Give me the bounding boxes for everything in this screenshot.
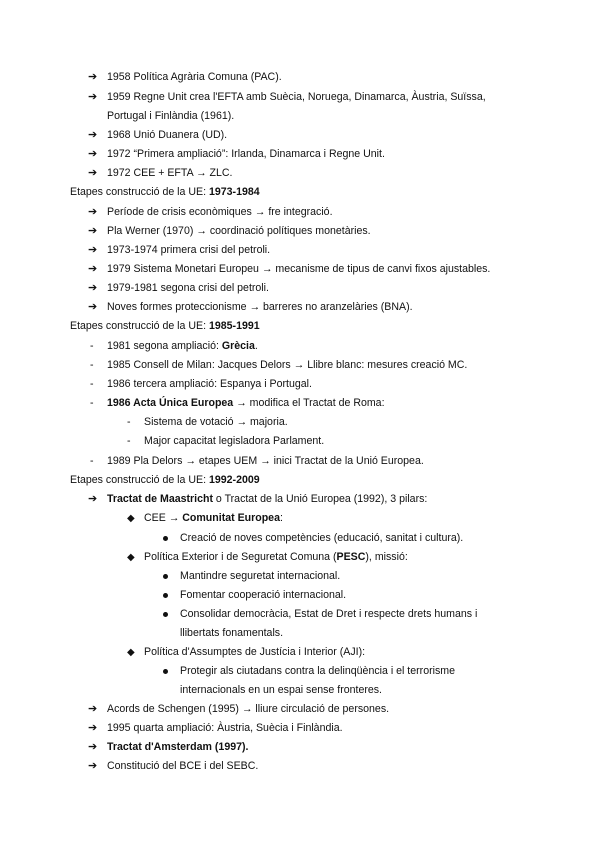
arrow-bullet-icon: ➔ xyxy=(88,206,98,218)
list-item: Noves formes proteccionisme → barreres no aranzelàries (BNA). xyxy=(107,301,413,313)
arrow-bullet-icon: ➔ xyxy=(88,493,98,505)
dot-bullet-icon xyxy=(163,536,168,541)
item-bold: PESC xyxy=(336,551,366,563)
item-bold: Grècia xyxy=(221,340,255,352)
item-suffix: : xyxy=(279,512,283,524)
dash-bullet-icon: - xyxy=(90,378,94,390)
pillar-point: Creació de noves competències (educació, sanitat i cultura). xyxy=(180,532,464,544)
heading-period: 1973-1984 xyxy=(208,186,260,198)
item-bold: 1986 Acta Única Europea xyxy=(107,397,234,409)
dash-bullet-icon: - xyxy=(90,359,94,371)
item-text: o Tractat de la Unió Europea (1992), 3 pilars: xyxy=(212,493,428,505)
arrow-bullet-icon: ➔ xyxy=(88,703,98,715)
list-item: 1985 Consell de Milan: Jacques Delors → Llibre blanc: mesures creació MC. xyxy=(107,359,468,371)
pillar-point: Consolidar democràcia, Estat de Dret i respecte drets humans i xyxy=(180,608,478,620)
arrow-bullet-icon: ➔ xyxy=(88,263,98,275)
pillar-point-continuation: internacionals en un espai sense fronteres. xyxy=(180,684,382,696)
heading-period: 1985-1991 xyxy=(208,320,260,332)
dash-bullet-icon: - xyxy=(90,397,94,409)
list-item: 1959 Regne Unit crea l'EFTA amb Suècia, Noruega, Dinamarca, Àustria, Suïssa, xyxy=(107,91,486,103)
arrow-bullet-icon: ➔ xyxy=(88,129,98,141)
arrow-bullet-icon: ➔ xyxy=(88,91,98,103)
heading-prefix: Etapes construcció de la UE: xyxy=(70,320,209,332)
heading-period: 1992-2009 xyxy=(208,474,260,486)
arrow-bullet-icon: ➔ xyxy=(88,301,98,313)
item-bold: Tractat de Maastricht xyxy=(107,493,213,505)
arrow-bullet-icon: ➔ xyxy=(88,722,98,734)
diamond-bullet-icon: ◆ xyxy=(127,552,135,563)
list-item: 1989 Pla Delors → etapes UEM → inici Tractat de la Unió Europea. xyxy=(107,455,424,467)
arrow-bullet-icon: ➔ xyxy=(88,741,98,753)
arrow-bullet-icon: ➔ xyxy=(88,148,98,160)
item-bold: Comunitat Europea xyxy=(182,512,280,524)
list-item: 1995 quarta ampliació: Àustria, Suècia i Finlàndia. xyxy=(107,722,343,734)
list-item: Pla Werner (1970) → coordinació polítiques monetàries. xyxy=(107,225,371,237)
list-item: 1972 “Primera ampliació”: Irlanda, Dinamarca i Regne Unit. xyxy=(107,148,385,160)
item-suffix: . xyxy=(254,340,258,352)
pillar-item xyxy=(144,551,408,564)
arrow-bullet-icon: ➔ xyxy=(88,167,98,179)
diamond-bullet-icon: ◆ xyxy=(127,513,135,524)
item-suffix: ), missió: xyxy=(365,551,408,563)
section-heading xyxy=(70,320,260,333)
list-item: 1979 Sistema Monetari Europeu → mecanisme de tipus de canvi fixos ajustables. xyxy=(107,263,491,275)
list-item: Constitució del BCE i del SEBC. xyxy=(107,760,259,772)
dash-bullet-icon: - xyxy=(90,455,94,467)
list-item: 1968 Unió Duanera (UD). xyxy=(107,129,228,141)
pillar-item xyxy=(144,512,283,525)
item-text: CEE → xyxy=(144,512,183,524)
pillar-point: Mantindre seguretat internacional. xyxy=(180,570,341,582)
list-item: 1972 CEE + EFTA → ZLC. xyxy=(107,167,233,179)
list-item: 1958 Política Agrària Comuna (PAC). xyxy=(107,71,282,83)
item-text: → modifica el Tractat de Roma: xyxy=(233,397,385,409)
dot-bullet-icon xyxy=(163,669,168,674)
list-item: 1973-1974 primera crisi del petroli. xyxy=(107,244,271,256)
list-item xyxy=(107,493,427,506)
item-text: Política Exterior i de Seguretat Comuna ( xyxy=(144,551,337,563)
sub-list-item: Major capacitat legisladora Parlament. xyxy=(144,435,325,447)
list-item: Període de crisis econòmiques → fre integració. xyxy=(107,206,333,218)
dash-bullet-icon: - xyxy=(127,435,131,447)
arrow-bullet-icon: ➔ xyxy=(88,244,98,256)
dash-bullet-icon: - xyxy=(90,340,94,352)
arrow-bullet-icon: ➔ xyxy=(88,282,98,294)
list-item xyxy=(107,741,248,754)
arrow-bullet-icon: ➔ xyxy=(88,760,98,772)
dash-bullet-icon: - xyxy=(127,416,131,428)
pillar-point-continuation: llibertats fonamentals. xyxy=(180,627,284,639)
sub-list-item: Sistema de votació → majoria. xyxy=(144,416,288,428)
item-text: 1981 segona ampliació: xyxy=(107,340,222,352)
arrow-bullet-icon: ➔ xyxy=(88,225,98,237)
list-item: Acords de Schengen (1995) → lliure circulació de persones. xyxy=(107,703,390,715)
list-item: 1979-1981 segona crisi del petroli. xyxy=(107,282,269,294)
heading-prefix: Etapes construcció de la UE: xyxy=(70,186,209,198)
dot-bullet-icon xyxy=(163,612,168,617)
list-item xyxy=(107,340,258,353)
dot-bullet-icon xyxy=(163,574,168,579)
list-item: 1986 tercera ampliació: Espanya i Portugal. xyxy=(107,378,312,390)
pillar-point: Protegir als ciutadans contra la delinqüència i el terrorisme xyxy=(180,665,455,677)
item-bold: Tractat d'Amsterdam (1997). xyxy=(107,741,249,753)
pillar-item: Política d'Assumptes de Justícia i Interior (AJI): xyxy=(144,646,366,658)
dot-bullet-icon xyxy=(163,593,168,598)
arrow-bullet-icon: ➔ xyxy=(88,71,98,83)
section-heading xyxy=(70,186,260,199)
heading-prefix: Etapes construcció de la UE: xyxy=(70,474,209,486)
list-item-continuation: Portugal i Finlàndia (1961). xyxy=(107,110,235,122)
pillar-point: Fomentar cooperació internacional. xyxy=(180,589,347,601)
diamond-bullet-icon: ◆ xyxy=(127,647,135,658)
section-heading xyxy=(70,474,260,487)
list-item xyxy=(107,397,385,410)
